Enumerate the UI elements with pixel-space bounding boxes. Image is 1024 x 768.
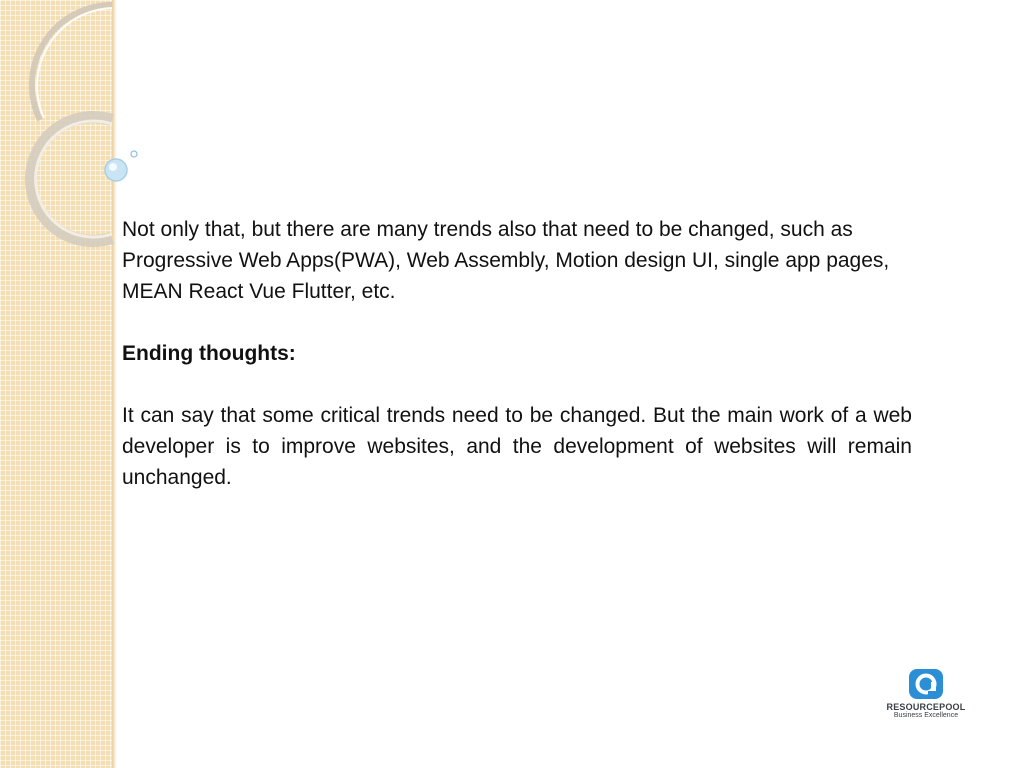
body-paragraph-2: It can say that some critical trends need to be changed. But the main work of a web developer is to improve websites, and the development of websites will remain unchanged. [122, 404, 912, 489]
slide-content [122, 214, 912, 493]
resourcepool-logo [878, 668, 974, 728]
bubble-shine [109, 163, 117, 171]
bubble-large [105, 159, 127, 181]
ring-arc-large-highlight [37, 8, 112, 118]
bubble-small [131, 151, 137, 157]
section-heading: Ending thoughts: [122, 342, 296, 365]
ring-arc-small [31, 117, 112, 241]
body-paragraph-1: Not only that, but there are many trends also that need to be changed, such as Progressive Web Apps(PWA), Web Assembly, Motion design UI, single app pages, MEAN React Vue Flutter, etc. [122, 218, 890, 303]
logo-name: RESOURCEPOOL [886, 702, 966, 712]
logo-tagline: Business Excellence [893, 712, 959, 719]
ring-arc-large [32, 5, 112, 120]
logo-mark-icon [908, 668, 944, 700]
